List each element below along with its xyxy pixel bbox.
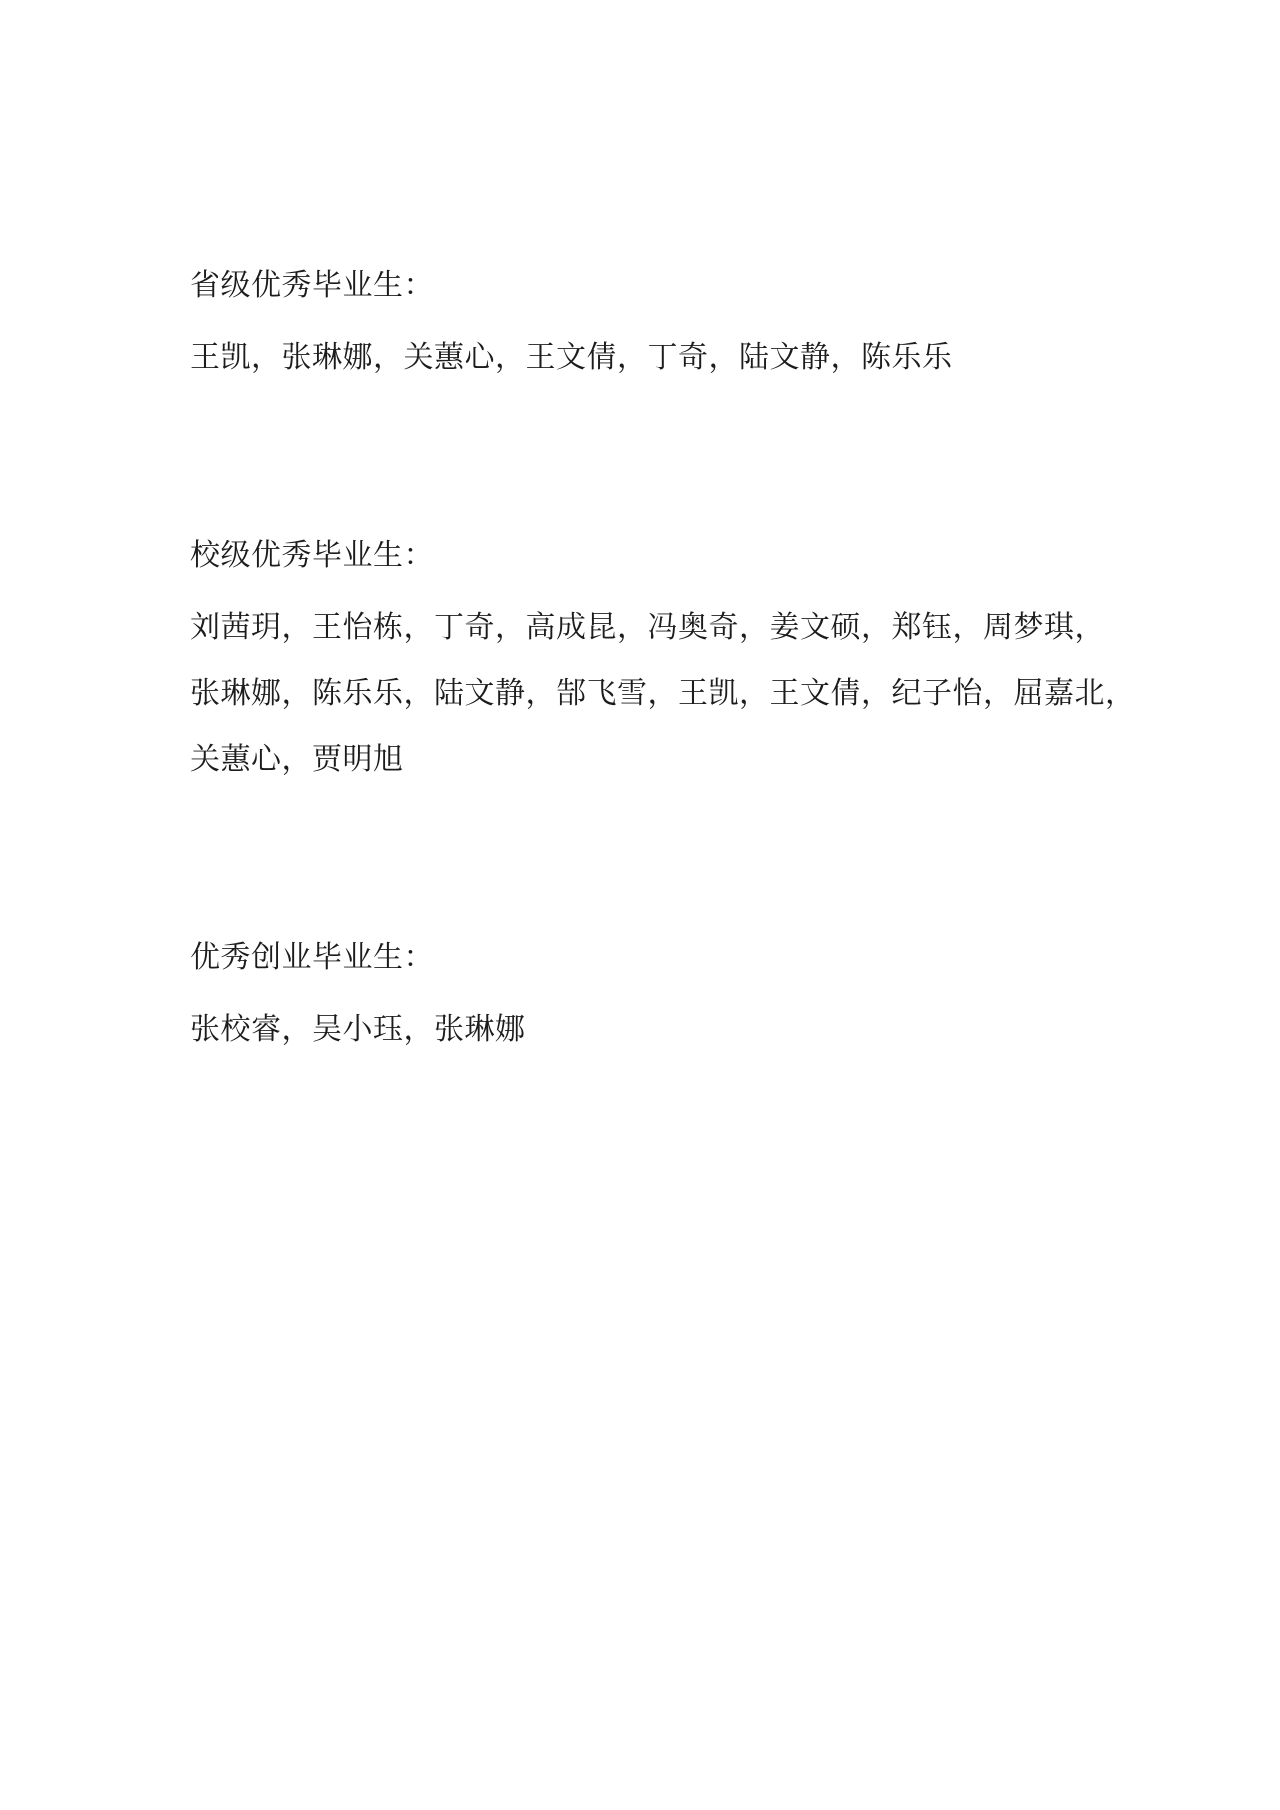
names-line: 张琳娜，陈乐乐，陆文静，郜飞雪，王凯，王文倩，纪子怡，屈嘉北， (190, 677, 1136, 710)
names-line: 关蕙心，贾明旭 (190, 743, 404, 776)
names-line: 张校睿，吴小珏，张琳娜 (190, 1013, 526, 1046)
graduates-section (190, 536, 1136, 780)
names-line: 刘茜玥，王怡栋，丁奇，高成昆，冯奥奇，姜文硕，郑钰，周梦琪， (190, 611, 1105, 644)
graduates-section (190, 266, 1110, 378)
document-body (190, 266, 1136, 1050)
section-heading: 优秀创业毕业生： (190, 941, 434, 974)
section-heading: 校级优秀毕业生： (190, 539, 434, 572)
section-heading: 省级优秀毕业生： (190, 269, 434, 302)
graduates-section (190, 938, 1110, 1050)
names-line: 王凯，张琳娜，关蕙心，王文倩，丁奇，陆文静，陈乐乐 (190, 341, 953, 374)
